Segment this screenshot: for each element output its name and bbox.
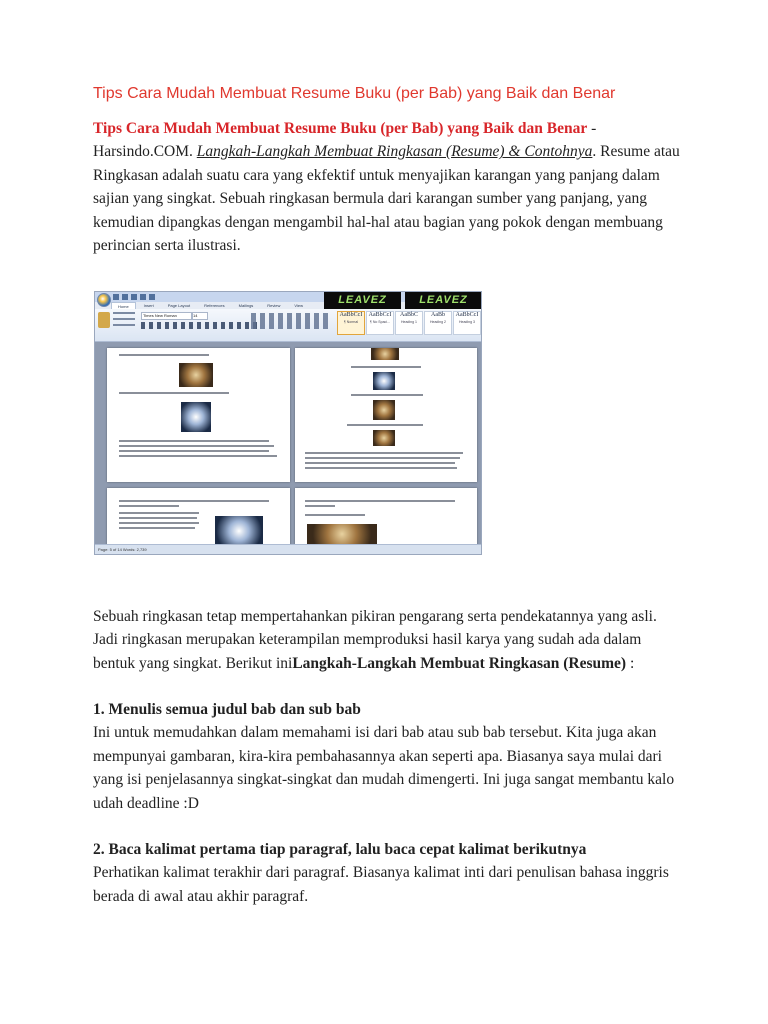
intro-paragraph [93,117,683,257]
intro-text: . Resume atau Ringkasan adalah suatu cara yang ekfektif untuk menyajikan karangan yang panjang dalam sajian yang singkat. Sebuah ringkasan bermula dari karangan sumber yang panjang, yang kemudian dipangkas dengan mengambil hal-hal atau bagian yang pokok dengan membuang perincian serta ilustrasi. [93,143,680,255]
intro-bold-title: Tips Cara Mudah Membuat Resume Buku (per Bab) yang Baik dan Benar [93,120,588,137]
page-title: Tips Cara Mudah Membuat Resume Buku (per Bab) yang Baik dan Benar [93,85,616,102]
page-image [373,400,395,420]
text-line [347,424,423,426]
intro-dash: - [587,120,597,137]
style-name: Heading 3 [459,320,475,324]
text-line [305,500,455,502]
text-line [119,455,277,457]
paragraph-icons [251,313,331,329]
page-image [179,363,213,387]
style-preview: AaBbC [400,312,418,318]
office-orb-icon [97,293,111,307]
style-normal [337,311,365,335]
font-format-icons [141,322,261,329]
tab-review: Review [267,303,281,308]
style-name: ¶ No Spaci... [370,320,390,324]
quick-access-toolbar [113,294,155,300]
tab-insert: Insert [143,303,154,308]
paragraph-2 [93,605,683,675]
style-name: Heading 1 [401,320,417,324]
ribbon [95,309,481,342]
doc-page [295,348,477,482]
page-image [181,402,211,432]
step-2-text: Perhatikan kalimat terakhir dari paragraf. Biasanya kalimat inti dari penulisan bahasa inggris berada di awal atau akhir paragraf. [93,864,669,905]
clipboard-group [113,312,135,328]
text-line [305,452,463,454]
status-bar: Page: 5 of 14 Words: 2,739 [95,544,482,554]
text-line [305,505,335,507]
tab-mailings: Mailings [238,303,254,308]
text-line [119,522,199,524]
styles-gallery [337,311,481,335]
text-line [119,392,229,394]
tab-home: Home [111,302,136,310]
style-name: Heading 2 [430,320,446,324]
document-area [95,342,481,547]
intro-source: Harsindo.COM. [93,143,197,161]
text-line [119,500,269,502]
text-line [351,394,423,396]
step-1-text: Ini untuk memudahkan dalam memahami isi dari bab atau sub bab tersebut. Kita juga akan mempunyai gambaran, kira-kira pembahasannya akan seperti apa. Biasanya saya mulai dari yang isi penjelasannya singkat-singkat dan mudah dimengerti. Ini juga sangat membantu kalo udah deadline :D [93,724,675,812]
banner-logo-2: LEAVEZ [405,292,482,309]
word-screenshot [94,291,482,555]
doc-page [107,488,290,548]
page-image [373,430,395,446]
style-heading-2 [424,311,452,335]
step-2-heading: 2. Baca kalimat pertama tiap paragraf, lalu baca cepat kalimat berikutnya [93,841,587,858]
paragraph-2-end: : [626,654,635,672]
text-line [305,462,455,464]
text-line [119,512,199,514]
style-preview: AaBbCcI [368,312,392,318]
style-preview: AaBb [431,312,445,318]
style-name: ¶ Normal [343,320,359,324]
tab-page-layout: Page Layout [167,303,191,308]
font-size-box: 14 [192,312,208,320]
text-line [305,514,365,516]
text-line [119,517,197,519]
text-line [119,450,269,452]
tab-references: References [204,303,225,308]
page-image [371,348,399,360]
text-line [305,467,457,469]
style-preview: AaBbCcI [455,312,479,318]
text-line [351,366,421,368]
step-1 [93,698,683,815]
text-line [119,440,269,442]
step-2 [93,838,683,908]
style-heading-3 [453,311,481,335]
tab-view: View [294,303,304,308]
page-image [373,372,395,390]
intro-link[interactable]: Langkah-Langkah Membuat Ringkasan (Resume) & Contohnya [196,143,593,161]
text-line [305,457,460,459]
text-line [119,354,209,356]
banner-logo-1: LEAVEZ [324,292,401,309]
style-heading-1 [395,311,423,335]
step-1-heading: 1. Menulis semua judul bab dan sub bab [93,701,361,718]
paste-icon [98,312,110,328]
text-line [119,527,195,529]
page-image [215,516,263,546]
text-line [119,445,274,447]
doc-page [295,488,477,548]
style-preview: AaBbCcI [339,312,363,318]
paragraph-2-bold: Langkah-Langkah Membuat Ringkasan (Resume) [292,654,627,672]
font-name-box: Times New Roman [141,312,192,320]
page-image [307,524,377,544]
style-no-spacing [366,311,394,335]
doc-page [107,348,290,482]
text-line [119,505,179,507]
paragraph-2-text: Sebuah ringkasan tetap mempertahankan pikiran pengarang serta pendekatannya yang asli. Jadi ringkasan merupakan keterampilan memproduksi hasil karya yang sudah ada dalam bentuk yang singkat. Berikut ini [93,608,657,672]
